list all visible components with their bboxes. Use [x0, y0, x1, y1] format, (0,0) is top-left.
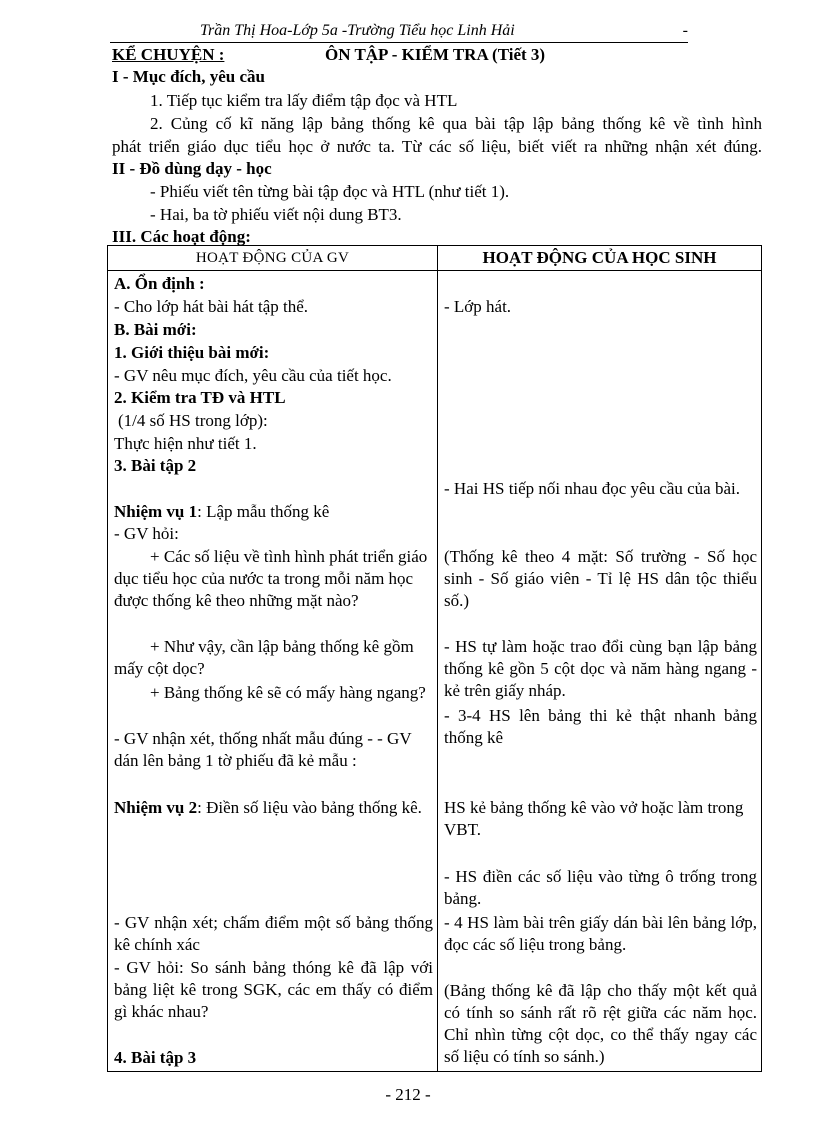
gv-task1-label: Nhiệm vụ 1	[114, 502, 198, 521]
hs-sing: - Lớp hát.	[444, 297, 512, 316]
hs-draw: HS kẻ bảng thống kê vào vở hoặc làm trong VBT.	[444, 798, 744, 839]
header-dash: -	[682, 22, 688, 39]
header-text: Trần Thị Hoa-Lớp 5a -Trường Tiểu học Linh Hải	[200, 22, 515, 39]
gv-b4-heading: 4. Bài tập 3	[114, 1048, 197, 1067]
page-header	[110, 22, 688, 43]
gv-grade: - GV nhận xét; chấm điểm một số bảng thống kê chính xác	[114, 913, 433, 954]
objective-1: 1. Tiếp tục kiểm tra lấy điểm tập đọc và HTL	[150, 91, 458, 110]
header-gv: HOẠT ĐỘNG CỦA GV	[108, 246, 438, 271]
gv-b2-text2: Thực hiện như tiết 1.	[114, 434, 257, 453]
gv-task2-text: : Điền số liệu vào bảng thống kê.	[197, 798, 422, 817]
hs-conclusion: (Bảng thống kê đã lập cho thấy một kết quả có tính so sánh rất rõ rệt giữa các năm học. Chỉ nhìn từng cột dọc, co thể thấy ngay các số liệu có tính so sánh.)	[444, 981, 757, 1066]
gv-ask: - GV hỏi:	[114, 524, 179, 543]
objectives-heading: I - Mục đích, yêu cầu	[112, 67, 265, 86]
materials-heading: II - Đồ dùng dạy - học	[112, 159, 272, 178]
hs-read: - Hai HS tiếp nối nhau đọc yêu cầu của bài.	[444, 479, 740, 498]
gv-task1	[114, 501, 433, 523]
hs-answer-1: (Thống kê theo 4 mặt: Số trường - Số học sinh - Số giáo viên - Tỉ lệ HS dân tộc thiểu số.)	[444, 547, 757, 610]
gv-a-text: - Cho lớp hát bài hát tập thể.	[114, 297, 309, 316]
gv-task2-label: Nhiệm vụ 2	[114, 798, 198, 817]
gv-question-2: + Như vậy, cần lập bảng thống kê gồm mấy cột dọc?	[114, 637, 414, 678]
material-1: - Phiếu viết tên từng bài tập đọc và HTL (như tiết 1).	[150, 182, 510, 201]
activities-table	[107, 245, 762, 1072]
gv-b2-text1: (1/4 số HS trong lớp):	[118, 411, 268, 430]
gv-note: - GV nhận xét, thống nhất mẫu đúng - - GV dán lên bảng 1 tờ phiếu đã kẻ mẫu :	[114, 729, 412, 770]
gv-b2-heading: 2. Kiểm tra TĐ và HTL	[114, 388, 286, 407]
gv-b1-text: - GV nêu mục đích, yêu cầu của tiết học.	[114, 366, 392, 385]
gv-a-heading: A. Ổn định :	[114, 274, 205, 293]
hs-present: - 4 HS làm bài trên giấy dán bài lên bảng lớp, đọc các số liệu trong bảng.	[444, 913, 757, 954]
header-hs: HOẠT ĐỘNG CỦA HỌC SINH	[438, 246, 762, 271]
hs-answer-2: - HS tự làm hoặc trao đổi cùng bạn lập bảng thống kê gồn 5 cột dọc và năm hàng ngang - kẻ trên giấy nháp.	[444, 637, 757, 700]
lesson-title: ÔN TẬP - KIỂM TRA (Tiết 3)	[325, 45, 546, 64]
page-number: - 212 -	[385, 1085, 431, 1104]
gv-task2	[114, 797, 433, 819]
objective-2-line1: 2. Củng cố kĩ năng lập bảng thống kê qua bài tập lập bảng thống kê về tình hình	[150, 114, 762, 133]
gv-question-3: + Bảng thống kê sẽ có mấy hàng ngang?	[150, 683, 426, 702]
activities-heading: III. Các hoạt động:	[112, 227, 251, 246]
gv-b-heading: B. Bài mới:	[114, 320, 197, 339]
hs-column	[438, 271, 762, 1072]
gv-question-1: + Các số liệu về tình hình phát triển giáo dục tiểu học của nước ta trong mỗi năm học được thống kê theo những mặt nào?	[114, 547, 428, 610]
hs-answer-3: - 3-4 HS lên bảng thi kẻ thật nhanh bảng thống kê	[444, 706, 757, 747]
subject-title: KỂ CHUYỆN :	[112, 45, 225, 64]
objective-2-line2: phát triển giáo dục tiểu học ở nước ta. Từ các số liệu, biết viết ra những nhận xét đúng.	[112, 137, 762, 156]
gv-column	[108, 271, 438, 1072]
gv-task1-text: : Lập mẫu thống kê	[197, 502, 330, 521]
gv-compare: - GV hỏi: So sánh bảng thóng kê đã lập với bảng liệt kê trong SGK, các em thấy có điểm gì khác nhau?	[114, 958, 433, 1021]
material-2: - Hai, ba tờ phiếu viết nội dung BT3.	[150, 205, 402, 224]
hs-fill: - HS điền các số liệu vào từng ô trống trong bảng.	[444, 867, 757, 908]
gv-b3-heading: 3. Bài tập 2	[114, 456, 197, 475]
gv-b1-heading: 1. Giới thiệu bài mới:	[114, 343, 270, 362]
